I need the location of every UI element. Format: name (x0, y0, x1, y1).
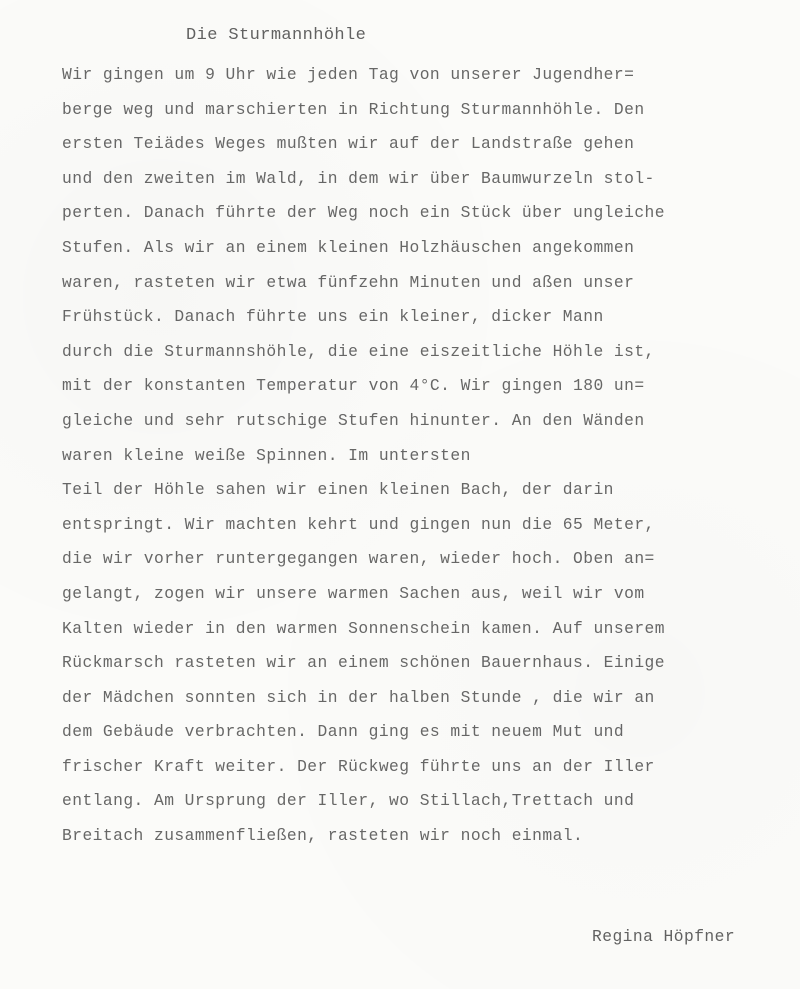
text-line: dem Gebäude verbrachten. Dann ging es mit neuem Mut und (62, 722, 625, 742)
text-line: waren, rasteten wir etwa fünfzehn Minuten und aßen unser (62, 272, 635, 292)
text-line: durch die Sturmannshöhle, die eine eiszeitliche Höhle ist, (62, 341, 655, 361)
text-line: waren kleine weiße Spinnen. Im untersten (62, 445, 471, 465)
text-line: mit der konstanten Temperatur von 4°C. Wir gingen 180 un= (62, 376, 645, 396)
text-line: perten. Danach führte der Weg noch ein Stück über ungleiche (62, 203, 665, 223)
text-line: entlang. Am Ursprung der Iller, wo Stillach,Trettach und (62, 791, 635, 811)
text-line: entspringt. Wir machten kehrt und gingen nun die 65 Meter, (62, 514, 655, 534)
text-line: Stufen. Als wir an einem kleinen Holzhäuschen angekommen (62, 237, 635, 257)
document-title: Die Sturmannhöhle (186, 26, 367, 45)
document-body (62, 58, 782, 854)
author-signature: Regina Höpfner (592, 927, 736, 946)
text-line: Breitach zusammenfließen, rasteten wir noch einmal. (62, 826, 584, 846)
text-line: ersten Teiädes Weges mußten wir auf der Landstraße gehen (62, 134, 635, 154)
text-line: Teil der Höhle sahen wir einen kleinen Bach, der darin (62, 480, 614, 500)
text-line: gelangt, zogen wir unsere warmen Sachen aus, weil wir vom (62, 583, 645, 603)
text-line: frischer Kraft weiter. Der Rückweg führte uns an der Iller (62, 756, 655, 776)
text-line: gleiche und sehr rutschige Stufen hinunter. An den Wänden (62, 410, 645, 430)
text-line: Frühstück. Danach führte uns ein kleiner, dicker Mann (62, 307, 604, 327)
text-line: und den zweiten im Wald, in dem wir über Baumwurzeln stol- (62, 168, 655, 188)
text-line: berge weg und marschierten in Richtung Sturmannhöhle. Den (62, 99, 645, 119)
text-line: der Mädchen sonnten sich in der halben Stunde , die wir an (62, 687, 655, 707)
text-line: Wir gingen um 9 Uhr wie jeden Tag von unserer Jugendher= (62, 65, 635, 84)
text-line: Kalten wieder in den warmen Sonnenschein kamen. Auf unserem (62, 618, 665, 638)
text-line: Rückmarsch rasteten wir an einem schönen Bauernhaus. Einige (62, 653, 665, 673)
text-line: die wir vorher runtergegangen waren, wieder hoch. Oben an= (62, 549, 655, 569)
